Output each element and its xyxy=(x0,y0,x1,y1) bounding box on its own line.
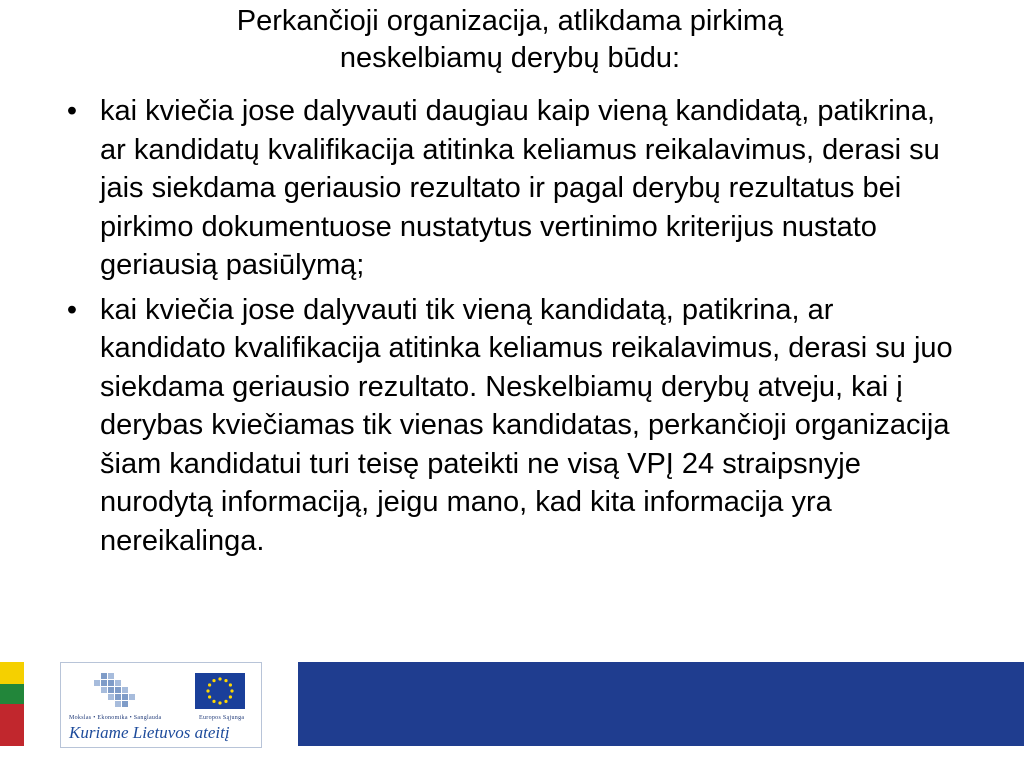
logo-caption-left: Mokslas • Ekonomika • Sanglauda xyxy=(69,715,162,721)
footer-blue-band xyxy=(298,662,1024,746)
bullet-list xyxy=(62,92,962,566)
eu-flag-icon xyxy=(195,673,245,709)
flag-green-stripe xyxy=(0,684,24,704)
lithuanian-flag-icon xyxy=(0,662,24,746)
bullet-text: kai kviečia jose dalyvauti daugiau kaip vieną kandidatą, patikrina, ar kandidatų kvalifikacija atitinka keliamus reikalavimus, derasi su jais siekdama geriausio rezultato ir pagal derybų rezultatus bei pirkimo dokumentuose nustatytus vertinimo kriterijus nustato geriausią pasiūlymą; xyxy=(100,95,940,281)
footer-band xyxy=(0,662,1024,768)
logo-tagline: Kuriame Lietuvos ateitį xyxy=(69,723,230,742)
bullet-marker: • xyxy=(66,95,78,127)
flag-red-stripe xyxy=(0,704,24,746)
program-logo xyxy=(60,662,262,748)
mosaic-logo-icon xyxy=(93,673,135,711)
bullet-item-1 xyxy=(62,92,962,285)
slide-heading: Perkančioji organizacija, atlikdama pirkimą neskelbiamų derybų būdu: xyxy=(236,5,784,74)
logo-caption-right: Europos Sąjunga xyxy=(199,715,245,721)
flag-yellow-stripe xyxy=(0,662,24,684)
bullet-item-2 xyxy=(62,291,962,561)
bullet-marker: • xyxy=(66,293,78,326)
bullet-text: kai kviečia jose dalyvauti tik vieną kandidatą, patikrina, ar kandidato kvalifikacija atitinka keliamus reikalavimus, derasi su juo siekdama geriausio rezultato. Neskelbiamų derybų atveju, kai į derybas kviečiamas tik vienas kandidatas, perkančioji organizacija šiam kandidatui turi teisę pateikti ne visą VPĮ 24 straipsnyje nurodytą informaciją, jeigu mano, kad kita informacija yra nereikalinga. xyxy=(100,293,953,557)
